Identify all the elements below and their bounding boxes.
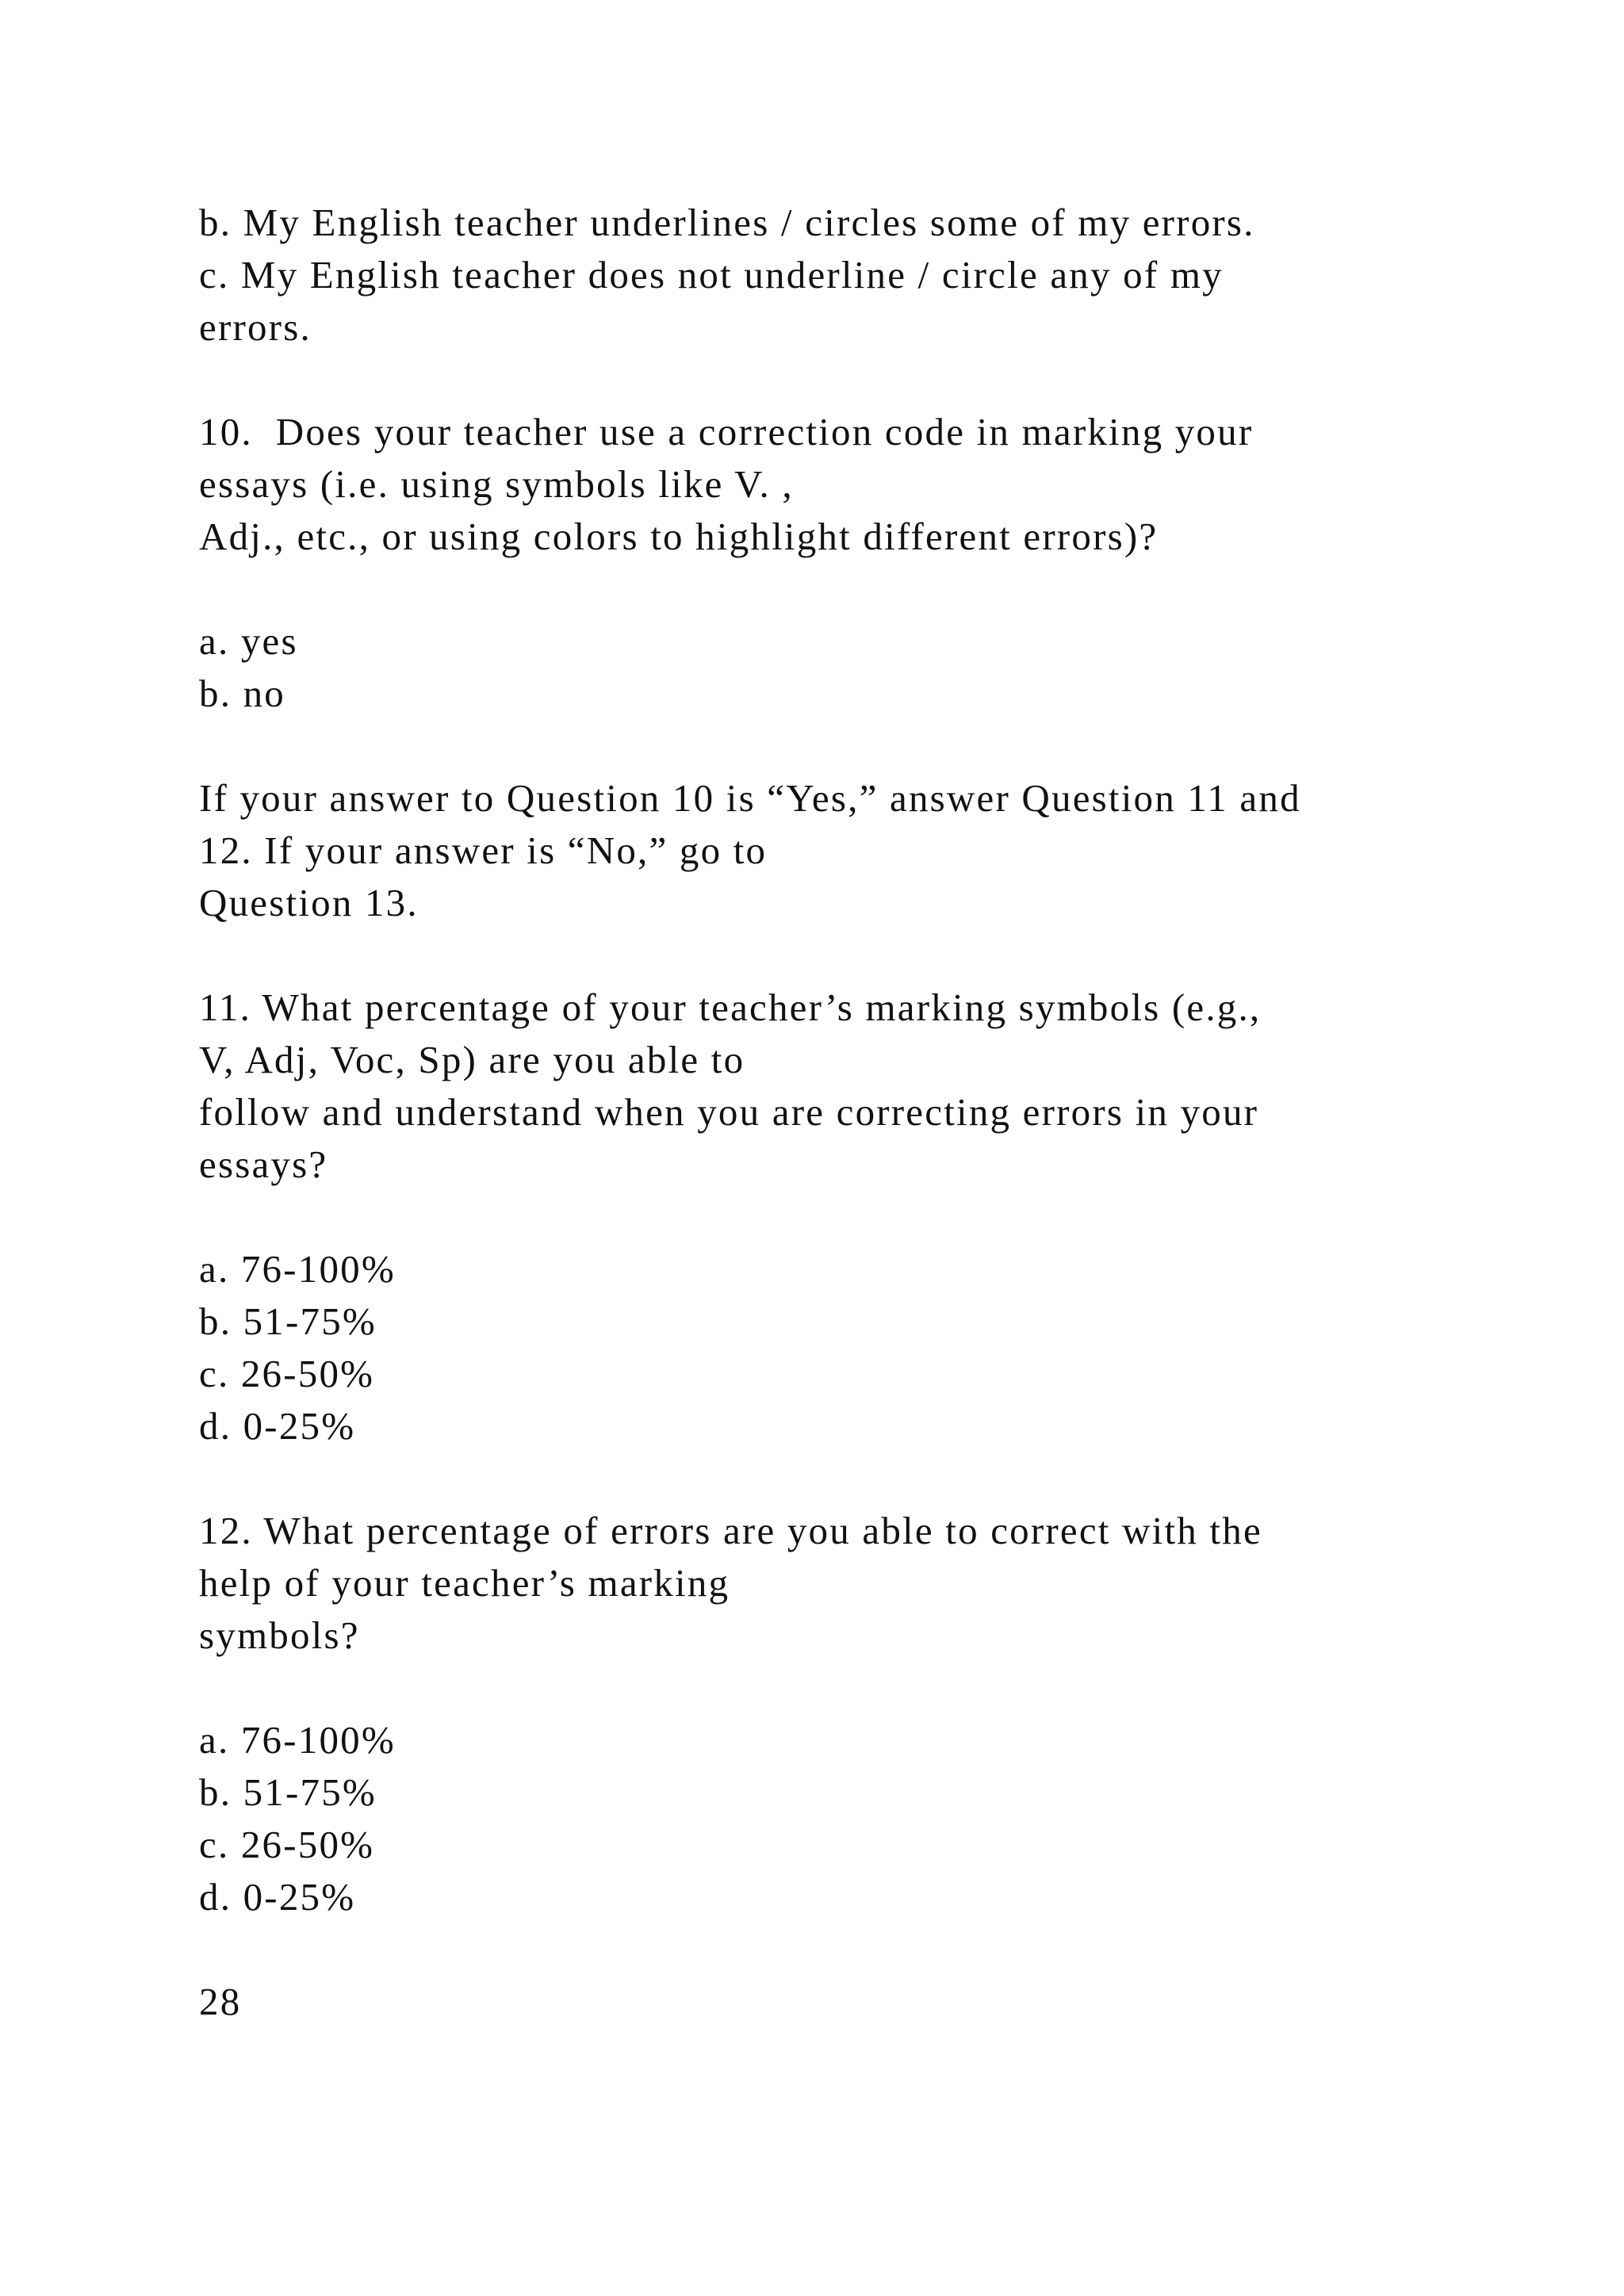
blank-line [199, 720, 1547, 772]
question-12-line: 12. What percentage of errors are you able to correct with the [199, 1509, 1262, 1552]
option-line: a. yes [199, 619, 298, 663]
blank-line [199, 1662, 1547, 1714]
question-11-line: essays? [199, 1142, 328, 1186]
option-line: b. no [199, 672, 285, 715]
blank-line [199, 1452, 1547, 1505]
question-11-line: 11. What percentage of your teacher’s marking symbols (e.g., [199, 985, 1262, 1029]
blank-line [199, 563, 1547, 615]
blank-line [199, 1923, 1547, 1976]
option-line: errors. [199, 305, 312, 349]
question-12-line: symbols? [199, 1613, 360, 1657]
blank-line [199, 1191, 1547, 1243]
option-line: d. 0-25% [199, 1875, 356, 1919]
instruction-line: If your answer to Question 10 is “Yes,” answer Question 11 and [199, 776, 1301, 820]
option-line: c. 26-50% [199, 1352, 375, 1395]
instruction-line: Question 13. [199, 881, 419, 924]
option-line: a. 76-100% [199, 1247, 396, 1291]
page-number: 28 [199, 1980, 242, 2023]
question-10-line: Adj., etc., or using colors to highlight different errors)? [199, 515, 1159, 558]
option-line: c. My English teacher does not underline / circle any of my [199, 253, 1224, 297]
option-line: b. 51-75% [199, 1770, 377, 1814]
question-11-line: V, Adj, Voc, Sp) are you able to [199, 1038, 745, 1081]
option-line: b. 51-75% [199, 1299, 377, 1343]
option-line: c. 26-50% [199, 1823, 375, 1866]
option-line: a. 76-100% [199, 1718, 396, 1762]
text-column [199, 197, 1547, 2028]
question-10-line: essays (i.e. using symbols like V. , [199, 462, 794, 506]
instruction-line: 12. If your answer is “No,” go to [199, 828, 768, 872]
option-line: b. My English teacher underlines / circles some of my errors. [199, 201, 1255, 244]
blank-line [199, 929, 1547, 982]
option-line: d. 0-25% [199, 1404, 356, 1448]
question-12-line: help of your teacher’s marking [199, 1561, 730, 1605]
question-11-line: follow and understand when you are correcting errors in your [199, 1090, 1259, 1134]
blank-line [199, 354, 1547, 406]
question-10-line: 10. Does your teacher use a correction code in marking your [199, 410, 1254, 453]
